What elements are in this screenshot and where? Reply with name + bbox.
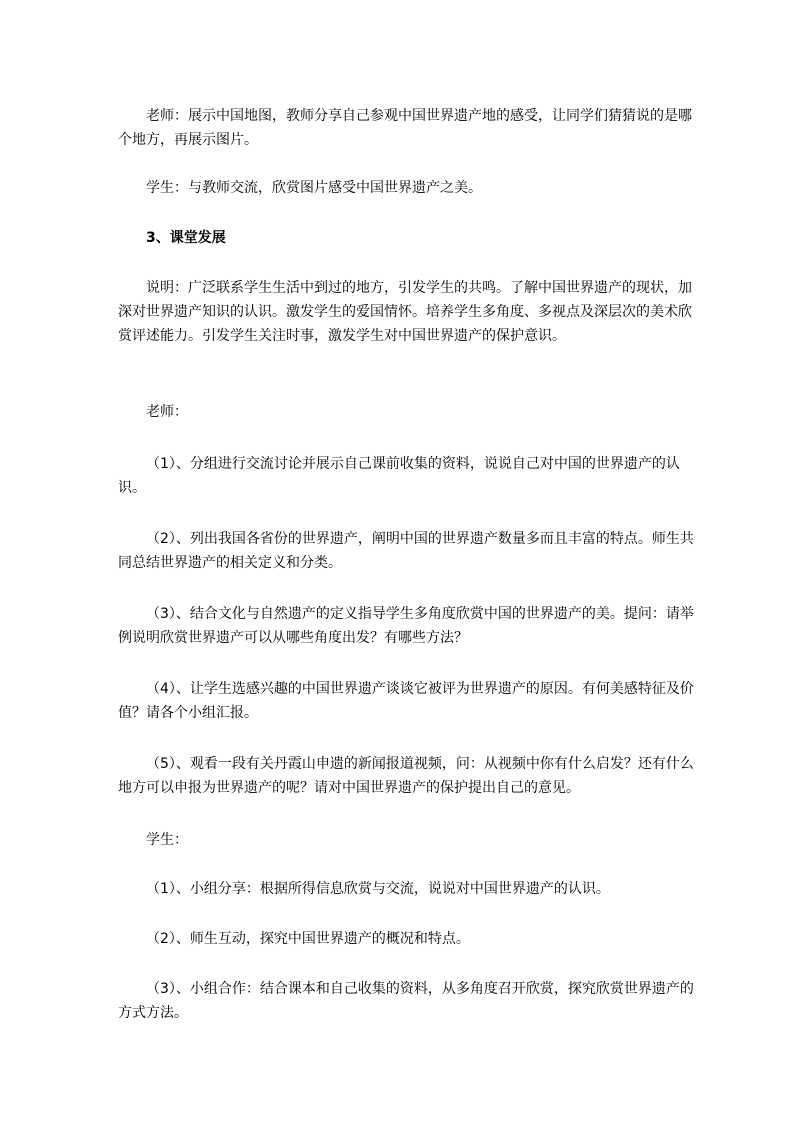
paragraph-teacher-item-1: （1）、分组进行交流讨论并展示自己课前收集的资料，说说自己对中国的世界遗产的认识。 <box>118 456 680 496</box>
paragraph-explanation: 说明：广泛联系学生生活中到过的地方，引发学生的共鸣。了解中国世界遗产的现状，加深对世界遗产知识的认识。激发学生的爱国情怀。培养学生多角度、多视点及深层次的美术欣赏评述能力。引发学生关注时事，激发学生对中国世界遗产的保护意识。 <box>118 280 692 344</box>
section-heading: 3、课堂发展 <box>146 230 226 246</box>
paragraph-teacher-item-2: （2）、列出我国各省份的世界遗产，阐明中国的世界遗产数量多而且丰富的特点。师生共同总结世界遗产的相关定义和分类。 <box>118 531 694 571</box>
paragraph-student-item-3: （3）、小组合作：结合课本和自己收集的资料，从多角度召开欣赏，探究欣赏世界遗产的方式方法。 <box>118 981 694 1021</box>
paragraph-student-item-2: （2）、师生互动，探究中国世界遗产的概况和特点。 <box>146 931 470 947</box>
paragraph-teacher-intro: 老师：展示中国地图，教师分享自己参观中国世界遗产地的感受，让同学们猜猜说的是哪个地方，再展示图片。 <box>118 108 692 148</box>
paragraph-student-item-1: （1）、小组分享：根据所得信息欣赏与交流，说说对中国世界遗产的认识。 <box>146 881 610 897</box>
paragraph-student-label: 学生： <box>146 832 188 848</box>
paragraph-teacher-item-4: （4）、让学生选感兴趣的中国世界遗产谈谈它被评为世界遗产的原因。有何美感特征及价值？请各个小组汇报。 <box>118 681 694 721</box>
paragraph-teacher-item-5: （5）、观看一段有关丹霞山申遗的新闻报道视频，问：从视频中你有什么启发？还有什么地方可以申报为世界遗产的呢？请对中国世界遗产的保护提出自己的意见。 <box>118 756 694 796</box>
paragraph-teacher-item-3: （3）、结合文化与自然遗产的定义指导学生多角度欣赏中国的世界遗产的美。提问：请举例说明欣赏世界遗产可以从哪些角度出发？有哪些方法？ <box>118 606 694 646</box>
paragraph-student-intro: 学生：与教师交流，欣赏图片感受中国世界遗产之美。 <box>146 180 482 196</box>
paragraph-teacher-label: 老师： <box>146 404 188 420</box>
